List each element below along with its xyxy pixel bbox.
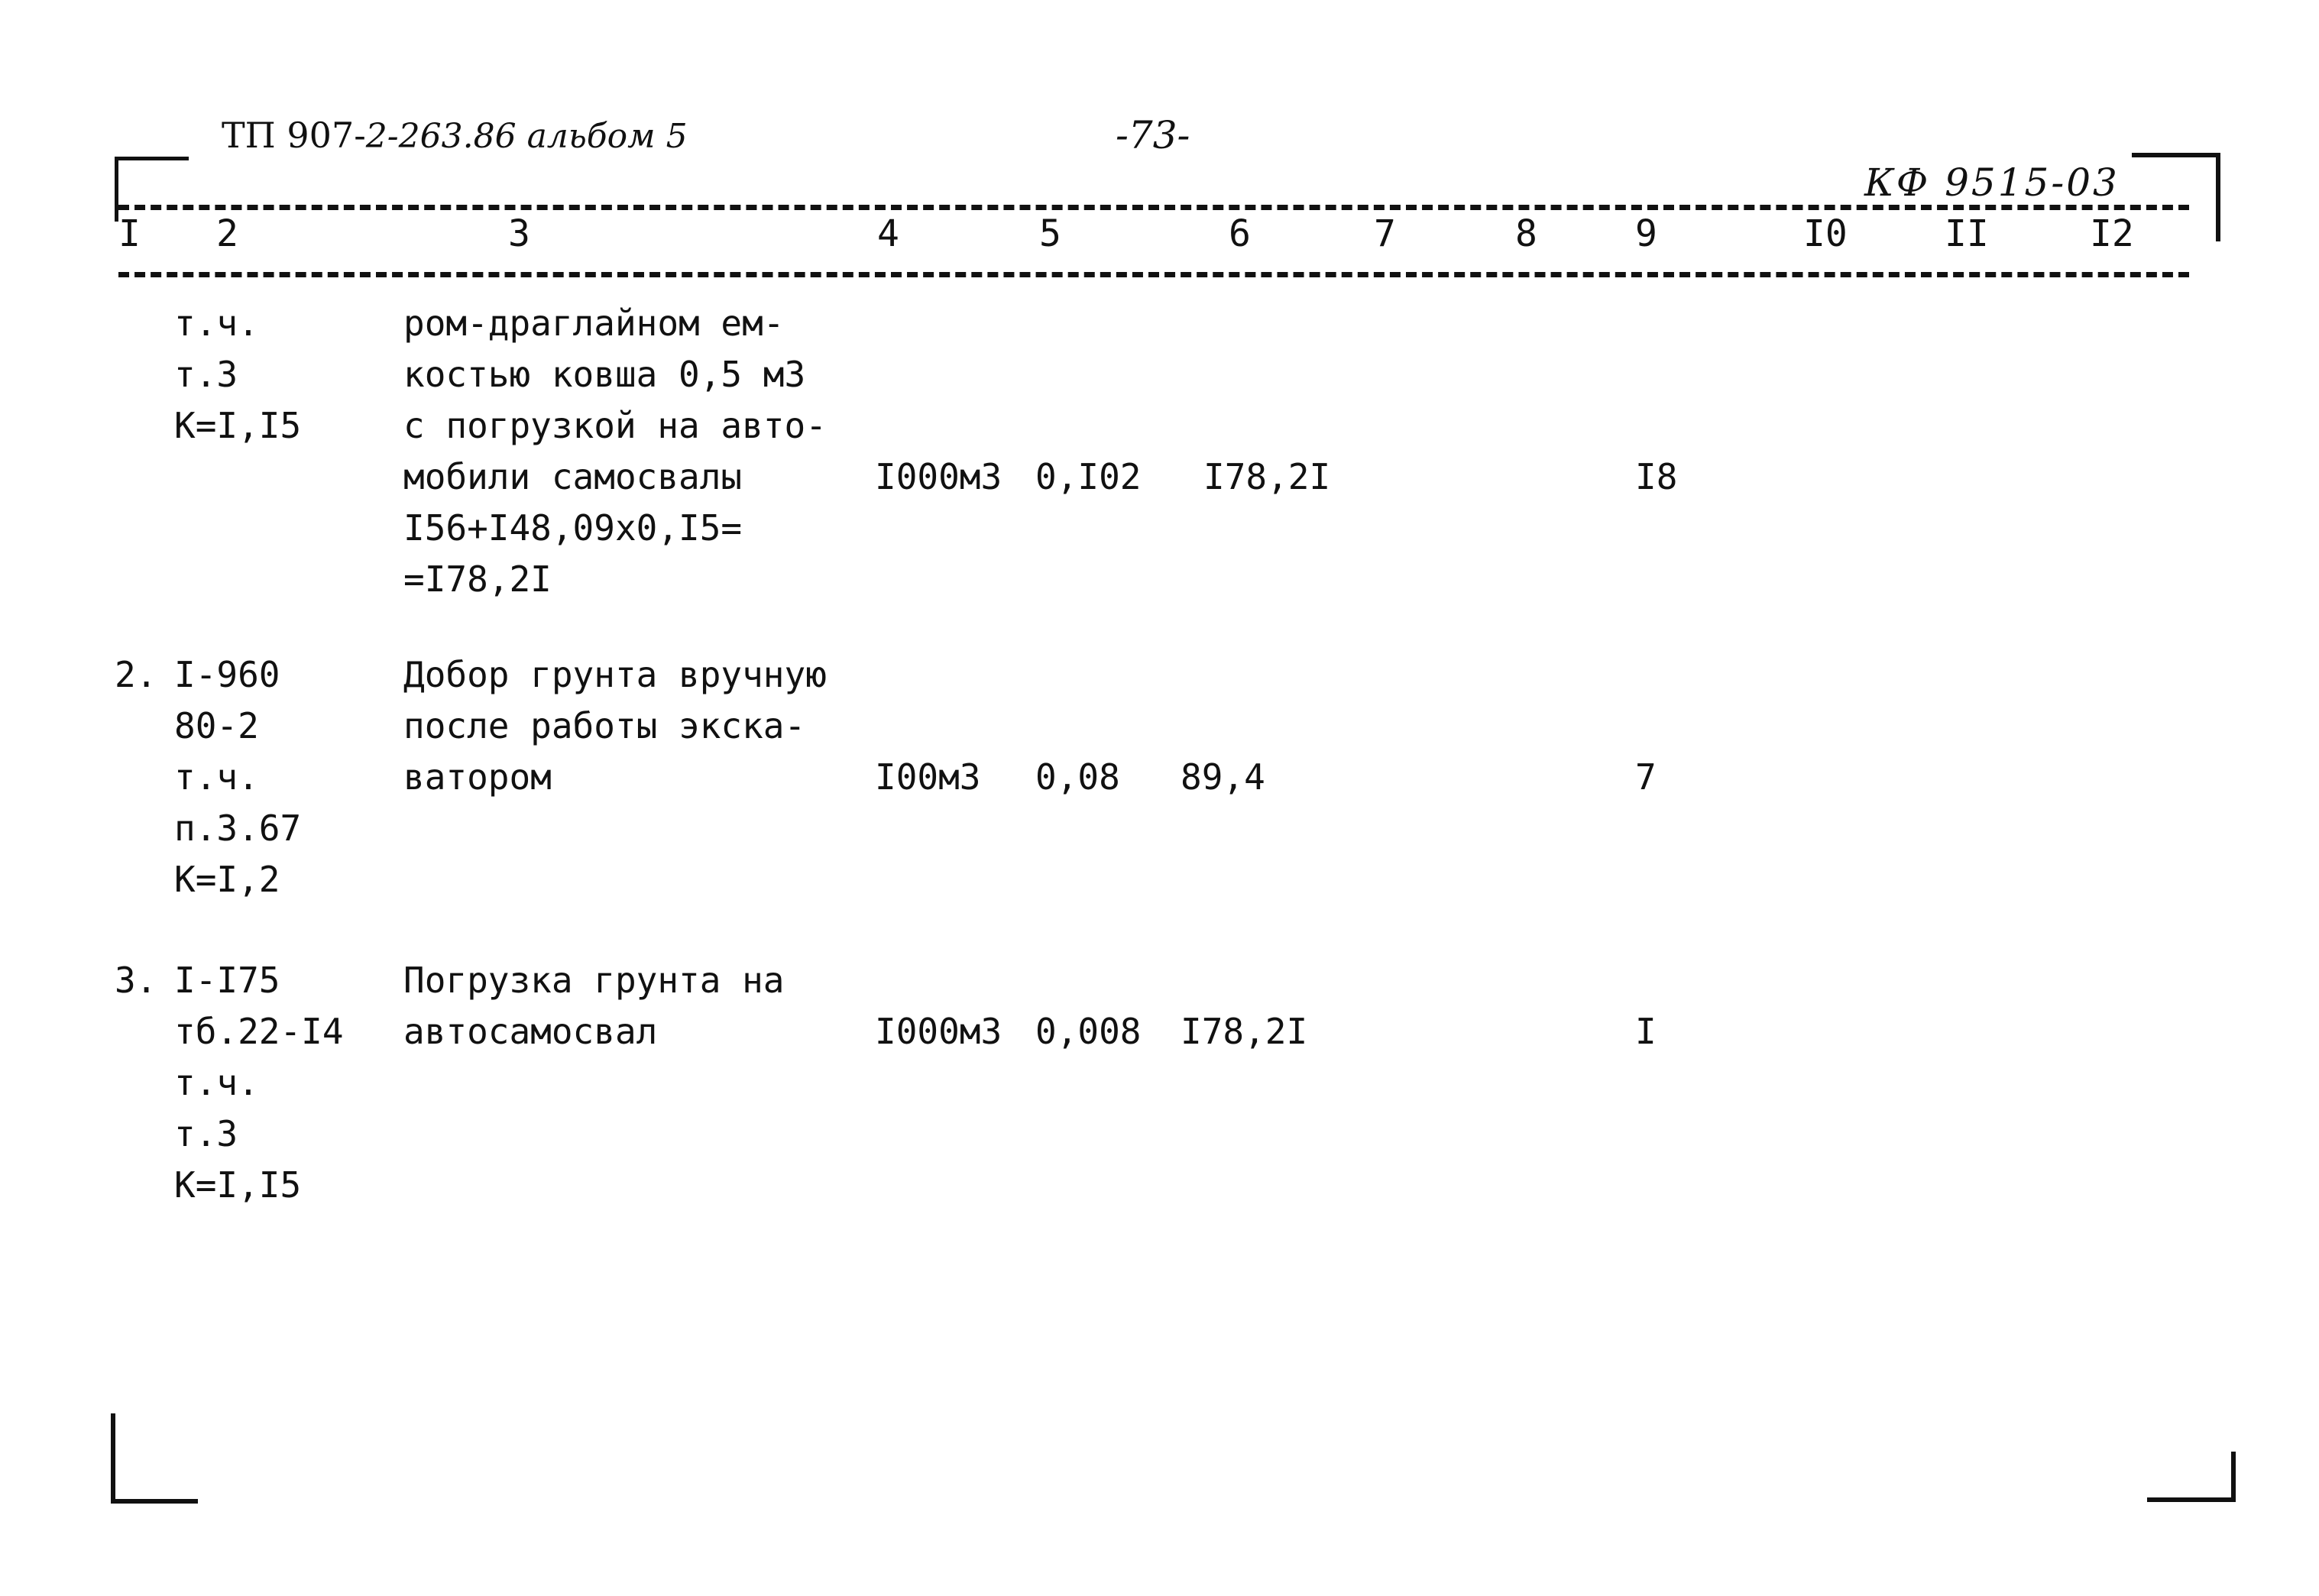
column-header-2: 2 <box>216 212 238 255</box>
description-line: Погрузка грунта на <box>403 960 785 1001</box>
document-stamp-code: КФ 9515-03 <box>1864 160 2120 205</box>
column-header-1: I <box>118 212 141 255</box>
description-line: =I78,2I <box>403 558 552 600</box>
column-header-4: 4 <box>877 212 899 255</box>
column-header-8: 8 <box>1515 212 1537 255</box>
code-line: п.3.67 <box>174 808 302 849</box>
description-line: после работы экска- <box>403 705 806 746</box>
row-column-9: 7 <box>1635 756 1657 798</box>
description-line: I56+I48,09x0,I5= <box>403 507 743 549</box>
frame-corner-bottom-right <box>2147 1452 2236 1502</box>
frame-corner-bottom-left <box>111 1413 198 1504</box>
header-bottom-rule <box>118 272 2189 277</box>
row-unit: I000м3 <box>875 1011 1002 1052</box>
row-price: I78,2I <box>1203 456 1331 497</box>
row-unit: I00м3 <box>875 756 981 798</box>
code-line: т.ч. <box>174 303 259 344</box>
description-line: с погрузкой на авто- <box>403 405 827 446</box>
column-header-11: II <box>1945 212 1989 255</box>
code-line: К=I,2 <box>174 859 280 900</box>
code-line: К=I,I5 <box>174 1164 302 1206</box>
code-line: К=I,I5 <box>174 405 302 446</box>
row-number: 2. <box>115 654 157 695</box>
code-line: т.3 <box>174 354 238 395</box>
code-line: тб.22-I4 <box>174 1011 344 1052</box>
description-line: мобили самосвалы <box>403 456 743 497</box>
document-code-handwritten: 2-263.86 альбом 5 <box>365 117 688 156</box>
column-header-5: 5 <box>1039 212 1061 255</box>
document-code <box>222 115 688 156</box>
column-header-9: 9 <box>1635 212 1657 255</box>
row-code <box>174 955 344 1211</box>
row-price: 89,4 <box>1181 756 1265 798</box>
code-line: т.ч. <box>174 1062 259 1103</box>
row-column-9: I8 <box>1635 456 1678 497</box>
column-header-6: 6 <box>1229 212 1251 255</box>
row-unit: I000м3 <box>875 456 1002 497</box>
description-line: Добор грунта вручную <box>403 654 827 695</box>
row-quantity: 0,I02 <box>1035 456 1142 497</box>
column-header-10: I0 <box>1803 212 1848 255</box>
description-line: костью ковша 0,5 м3 <box>403 354 806 395</box>
row-quantity: 0,08 <box>1035 756 1120 798</box>
column-header-12: I2 <box>2090 212 2134 255</box>
description-line: ватором <box>403 756 552 798</box>
code-line: I-I75 <box>174 960 280 1001</box>
row-code <box>174 649 301 905</box>
row-quantity: 0,008 <box>1035 1011 1142 1052</box>
row-code <box>174 298 301 452</box>
description-line: ром-драглайном ем- <box>403 303 785 344</box>
row-number: 3. <box>115 960 157 1001</box>
row-description <box>403 649 827 803</box>
code-line: т.ч. <box>174 756 259 798</box>
code-line: т.3 <box>174 1113 238 1154</box>
column-header-7: 7 <box>1374 212 1396 255</box>
code-line: I-960 <box>174 654 280 695</box>
row-description <box>403 298 827 605</box>
header-top-rule <box>118 205 2189 210</box>
row-description <box>403 955 785 1057</box>
column-header-3: 3 <box>508 212 530 255</box>
document-code-printed: ТП 907- <box>222 115 366 156</box>
code-line: 80-2 <box>174 705 259 746</box>
row-price: I78,2I <box>1181 1011 1308 1052</box>
row-column-9: I <box>1635 1011 1657 1052</box>
page-number: -73- <box>1116 113 1190 157</box>
description-line: автосамосвал <box>403 1011 658 1052</box>
frame-corner-top-right <box>2132 153 2220 241</box>
